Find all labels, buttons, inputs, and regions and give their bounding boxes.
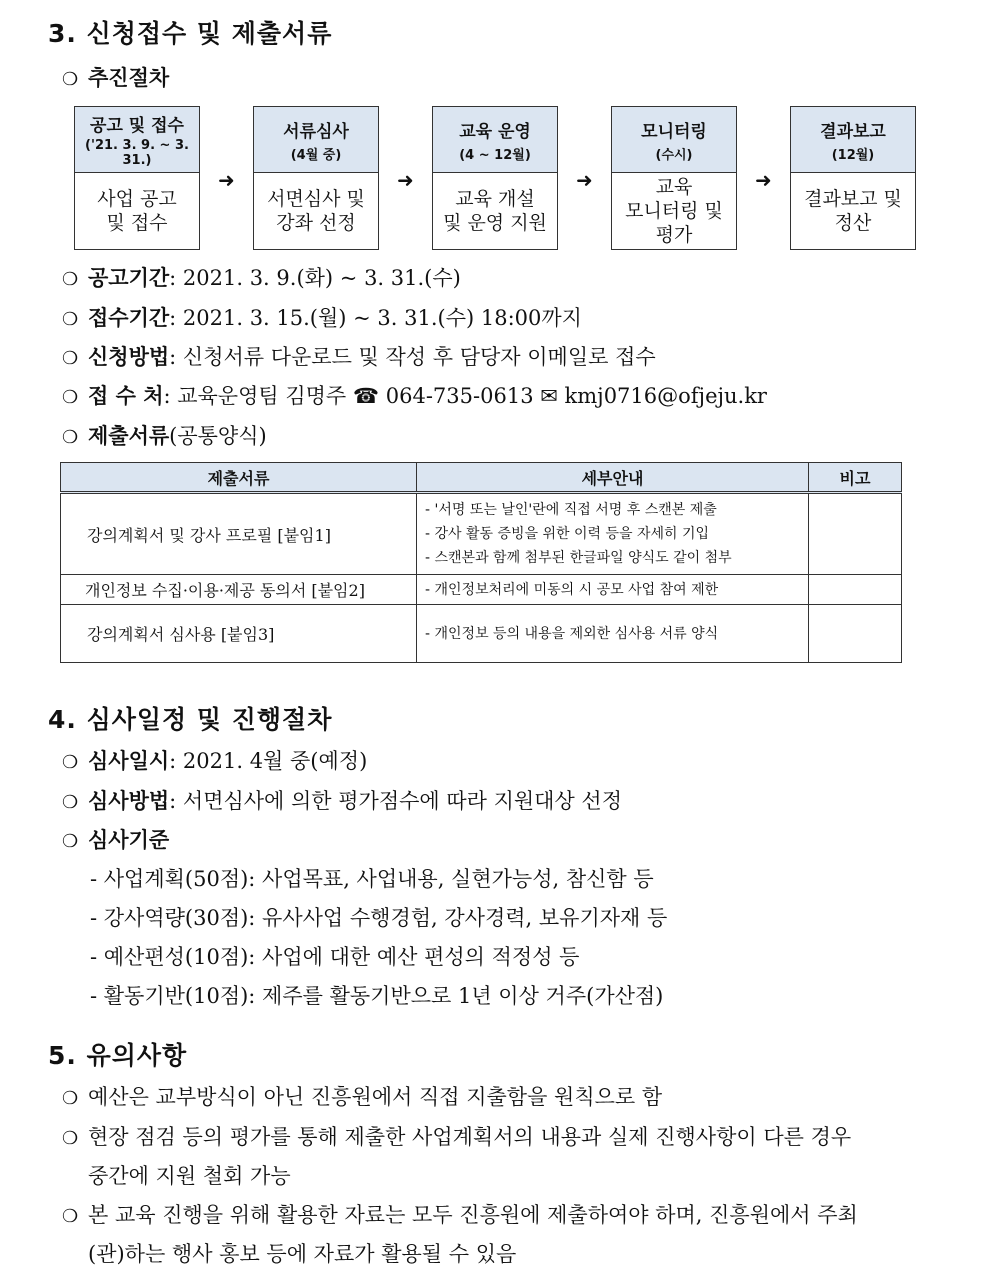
phone-icon: ☎ xyxy=(352,384,380,408)
step-sub: (12월) xyxy=(831,147,875,163)
documents-table xyxy=(60,462,902,663)
details-cell: - 개인정보처리에 미동의 시 공모 사업 참여 제한 xyxy=(417,575,809,605)
arrow-right-icon: ➜ xyxy=(218,168,235,192)
bullet-icon: ❍ xyxy=(62,387,79,408)
step-sub: (4 ~ 12월) xyxy=(459,147,531,163)
step-body: 교육 개설 및 운영 지원 xyxy=(443,188,547,234)
step-title: 공고 및 접수 xyxy=(90,116,184,136)
phone-number[interactable]: 064-735-0613 xyxy=(385,384,534,408)
bullet-icon: ❍ xyxy=(62,309,79,330)
bullet-icon: ❍ xyxy=(62,752,79,773)
email-link[interactable]: kmj0716@ofjeju.kr xyxy=(564,384,767,408)
review-date: ❍ 심사일시: 2021. 4월 중(예정) xyxy=(62,749,368,773)
step-body: 결과보고 및 정산 xyxy=(804,188,902,234)
details-cell: - 개인정보 등의 내용을 제외한 심사용 서류 양식 xyxy=(417,605,809,663)
section-4-title: 4. 심사일정 및 진행절차 xyxy=(48,705,333,734)
step-body: 교육 모니터링 및 평가 xyxy=(625,176,723,246)
arrow-right-icon: ➜ xyxy=(755,168,772,192)
note-cell xyxy=(809,575,902,605)
arrow-right-icon: ➜ xyxy=(576,168,593,192)
bullet-icon: ❍ xyxy=(62,427,79,448)
arrow-right-icon: ➜ xyxy=(397,168,414,192)
step-sub: (4월 중) xyxy=(290,147,342,163)
bullet-icon: ❍ xyxy=(62,1128,79,1149)
step-review xyxy=(253,106,379,250)
table-row xyxy=(61,575,902,605)
doc-cell: 개인정보 수집·이용·제공 동의서 [붙임2] xyxy=(61,575,417,605)
caution-item: ❍ 현장 점검 등의 평가를 통해 제출한 사업계획서의 내용과 실제 진행사항이 다른 경우 xyxy=(62,1125,852,1149)
criteria-item: - 활동기반(10점): 제주를 활동기반으로 1년 이상 거주(가산점) xyxy=(90,984,664,1008)
bullet-icon: ❍ xyxy=(62,1206,79,1227)
note-cell xyxy=(809,605,902,663)
bullet-icon: ❍ xyxy=(62,69,79,90)
step-monitoring xyxy=(611,106,737,250)
notice-period: ❍ 공고기간: 2021. 3. 9.(화) ~ 3. 31.(수) xyxy=(62,266,461,290)
contact-line: ❍ 접 수 처: 교육운영팀 김명주 ☎ 064-735-0613 ✉ kmj0716@ofjeju.kr xyxy=(62,384,767,408)
mail-icon: ✉ xyxy=(540,384,558,408)
caution-item-cont: 중간에 지원 철회 가능 xyxy=(88,1164,291,1188)
step-notice xyxy=(74,106,200,250)
bullet-icon: ❍ xyxy=(62,269,79,290)
doc-cell: 강의계획서 심사용 [붙임3] xyxy=(61,605,417,663)
col-header-note: 비고 xyxy=(809,463,902,493)
step-title: 서류심사 xyxy=(283,121,349,142)
note-cell xyxy=(809,493,902,575)
details-cell: - '서명 또는 날인'란에 직접 서명 후 스캔본 제출 - 강사 활동 증빙을 위한 이력 등을 자세히 기입 - 스캔본과 함께 첨부된 한글파일 양식도 같이 첨부 xyxy=(417,493,809,575)
step-operation xyxy=(432,106,558,250)
col-header-docs: 제출서류 xyxy=(61,463,417,493)
doc-cell: 강의계획서 및 강사 프로필 [붙임1] xyxy=(61,493,417,575)
review-criteria: ❍ 심사기준 xyxy=(62,828,170,852)
step-title: 결과보고 xyxy=(820,121,886,142)
bullet-icon: ❍ xyxy=(62,831,79,852)
section-3-title: 3. 신청접수 및 제출서류 xyxy=(48,19,333,48)
procedure-label: 추진절차 xyxy=(88,66,170,90)
step-report xyxy=(790,106,916,250)
procedure-line xyxy=(62,62,169,92)
review-method: ❍ 심사방법: 서면심사에 의한 평가점수에 따라 지원대상 선정 xyxy=(62,789,623,813)
step-sub: (수시) xyxy=(655,147,693,163)
caution-item: ❍ 예산은 교부방식이 아닌 진흥원에서 직접 지출함을 원칙으로 함 xyxy=(62,1085,663,1109)
caution-item: ❍ 본 교육 진행을 위해 활용한 자료는 모두 진흥원에 제출하여야 하며, 진흥원에서 주최 xyxy=(62,1203,858,1227)
step-body: 서면심사 및 강좌 선정 xyxy=(267,188,365,234)
bullet-icon: ❍ xyxy=(62,792,79,813)
criteria-item: - 강사역량(30점): 유사사업 수행경험, 강사경력, 보유기자재 등 xyxy=(90,906,668,930)
step-body: 사업 공고 및 접수 xyxy=(97,188,177,234)
apply-method: ❍ 신청방법: 신청서류 다운로드 및 작성 후 담당자 이메일로 접수 xyxy=(62,345,656,369)
bullet-icon: ❍ xyxy=(62,348,79,369)
step-title: 교육 운영 xyxy=(459,121,531,142)
criteria-item: - 예산편성(10점): 사업에 대한 예산 편성의 적정성 등 xyxy=(90,945,580,969)
receipt-period: ❍ 접수기간: 2021. 3. 15.(월) ~ 3. 31.(수) 18:00까지 xyxy=(62,306,582,330)
section-5-title: 5. 유의사항 xyxy=(48,1041,188,1070)
caution-item-cont: (관)하는 행사 홍보 등에 자료가 활용될 수 있음 xyxy=(88,1242,517,1266)
docs-line: ❍ 제출서류(공통양식) xyxy=(62,424,267,448)
criteria-item: - 사업계획(50점): 사업목표, 사업내용, 실현가능성, 참신함 등 xyxy=(90,867,654,891)
bullet-icon: ❍ xyxy=(62,1088,79,1109)
table-row xyxy=(61,493,902,575)
step-sub: ('21. 3. 9. ~ 3. 31.) xyxy=(85,138,189,168)
col-header-details: 세부안내 xyxy=(417,463,809,493)
step-title: 모니터링 xyxy=(641,121,707,142)
table-row xyxy=(61,605,902,663)
